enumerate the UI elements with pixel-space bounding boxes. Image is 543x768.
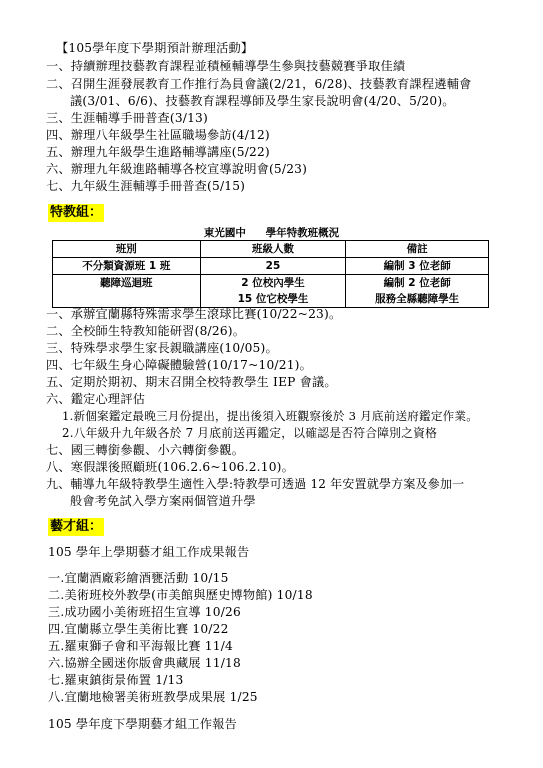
special-ed-item: 八、寒假課後照顧班(106.2.6~106.2.10)。 xyxy=(46,460,294,474)
arts-report-item: 四.宜蘭縣立學生美術比賽 10/22 xyxy=(48,622,229,636)
table-header-cell: 班別 xyxy=(53,241,201,258)
plan-item: 六、辦理九年級進路輔導各校宣導說明會(5/23) xyxy=(46,162,308,176)
table-title-school: 東光國中 xyxy=(203,227,246,239)
special-ed-item: 五、定期於期初、期末召開全校特教學生 IEP 會議。 xyxy=(46,375,337,389)
arts-report-item: 六.協辦全國迷你版會典藏展 11/18 xyxy=(48,656,241,670)
special-ed-heading: 特教組： xyxy=(50,205,103,220)
arts-report-title: 105 學年度下學期藝才組工作報告 xyxy=(48,717,237,731)
special-class-table xyxy=(52,240,489,308)
plan-item: 四、辦理八年級學生社區職場參訪(4/12) xyxy=(46,128,270,142)
table-cell: 25 xyxy=(200,258,346,275)
table-cell: 編制 2 位老師 xyxy=(346,275,489,292)
arts-report-item: 二.美術班校外教學(市美館與歷史博物館) 10/18 xyxy=(48,588,313,602)
table-cell: 編制 3 位老師 xyxy=(346,258,489,275)
table-row xyxy=(53,275,489,292)
special-ed-subitem: 1.新個案鑑定最晚三月份提出，提出後須入班觀察後於 3 月底前送府鑑定作業。 xyxy=(62,409,479,423)
table-cell: 不分類資源班 1 班 xyxy=(53,258,201,275)
table-header-cell: 班級人數 xyxy=(200,241,346,258)
plan-item: 二、召開生涯發展教育工作推行為員會議(2/21，6/28)、技藝教育課程遴輔會 xyxy=(46,77,472,91)
table-cell: 服務全縣聽障學生 xyxy=(346,291,489,308)
table-header-cell: 備註 xyxy=(346,241,489,258)
special-ed-item: 四、七年級生身心障礙體驗營(10/17~10/21)。 xyxy=(46,358,312,372)
plan-item-continuation: 議(3/01、6/6)、技藝教育課程導師及學生家長說明會(4/20、5/20)。 xyxy=(70,94,455,108)
arts-report-title: 105 學年上學期藝才組工作成果報告 xyxy=(48,545,250,559)
table-header-row xyxy=(53,241,489,258)
arts-heading: 藝才組： xyxy=(50,519,103,534)
table-cell: 2 位校內學生 xyxy=(200,275,346,292)
plan-item: 五、辦理九年級學生進路輔導講座(5/22) xyxy=(46,145,270,159)
special-ed-subitem: 2.八年級升九年級各於 7 月底前送再鑑定，以確認是否符合障別之資格 xyxy=(62,426,438,440)
special-ed-item: 六、鑑定心理評估 xyxy=(46,392,146,406)
table-title-text: 學年特教班概況 xyxy=(265,227,340,239)
table-title xyxy=(0,225,543,240)
special-ed-item: 一、承辦宜蘭縣特殊需求學生滾球比賽(10/22~23)。 xyxy=(46,307,342,321)
plan-heading: 【105學年度下學期預計辦理活動】 xyxy=(56,41,254,55)
arts-report-item: 八.宜蘭地檢署美術班教學成果展 1/25 xyxy=(48,690,258,704)
special-ed-item: 七、國三轉銜參觀、小六轉銜參觀。 xyxy=(46,443,245,457)
table-row xyxy=(53,258,489,275)
arts-report-item: 三.成功國小美術班招生宣導 10/26 xyxy=(48,605,241,619)
table-cell: 15 位它校學生 xyxy=(200,291,346,308)
arts-report-item: 七.羅東鎮街景佈置 1/13 xyxy=(48,673,184,687)
special-ed-item: 二、全校師生特教知能研習(8/26)。 xyxy=(46,324,246,338)
table-cell: 聽障巡迴班 xyxy=(53,275,201,308)
plan-item: 一、持續辦理技藝教育課程並積極輔導學生參與技藝競賽爭取佳績 xyxy=(46,59,406,73)
special-ed-item: 三、特殊學求學生家長親職講座(10/05)。 xyxy=(46,341,278,355)
special-ed-item-continuation: 般會考免試入學方案兩個管道升學 xyxy=(70,494,256,508)
plan-item: 七、九年級生涯輔導手冊普查(5/15) xyxy=(46,179,246,193)
arts-report-item: 五.羅東獅子會和平海報比賽 11/4 xyxy=(48,639,233,653)
special-ed-item: 九、輔導九年級特教學生適性入學:特教學可透過 12 年安置就學方案及參加一 xyxy=(46,477,465,491)
plan-item: 三、生涯輔導手冊普查(3/13) xyxy=(46,111,208,125)
arts-report-item: 一.宜蘭酒廠彩繪酒甕活動 10/15 xyxy=(48,571,229,585)
